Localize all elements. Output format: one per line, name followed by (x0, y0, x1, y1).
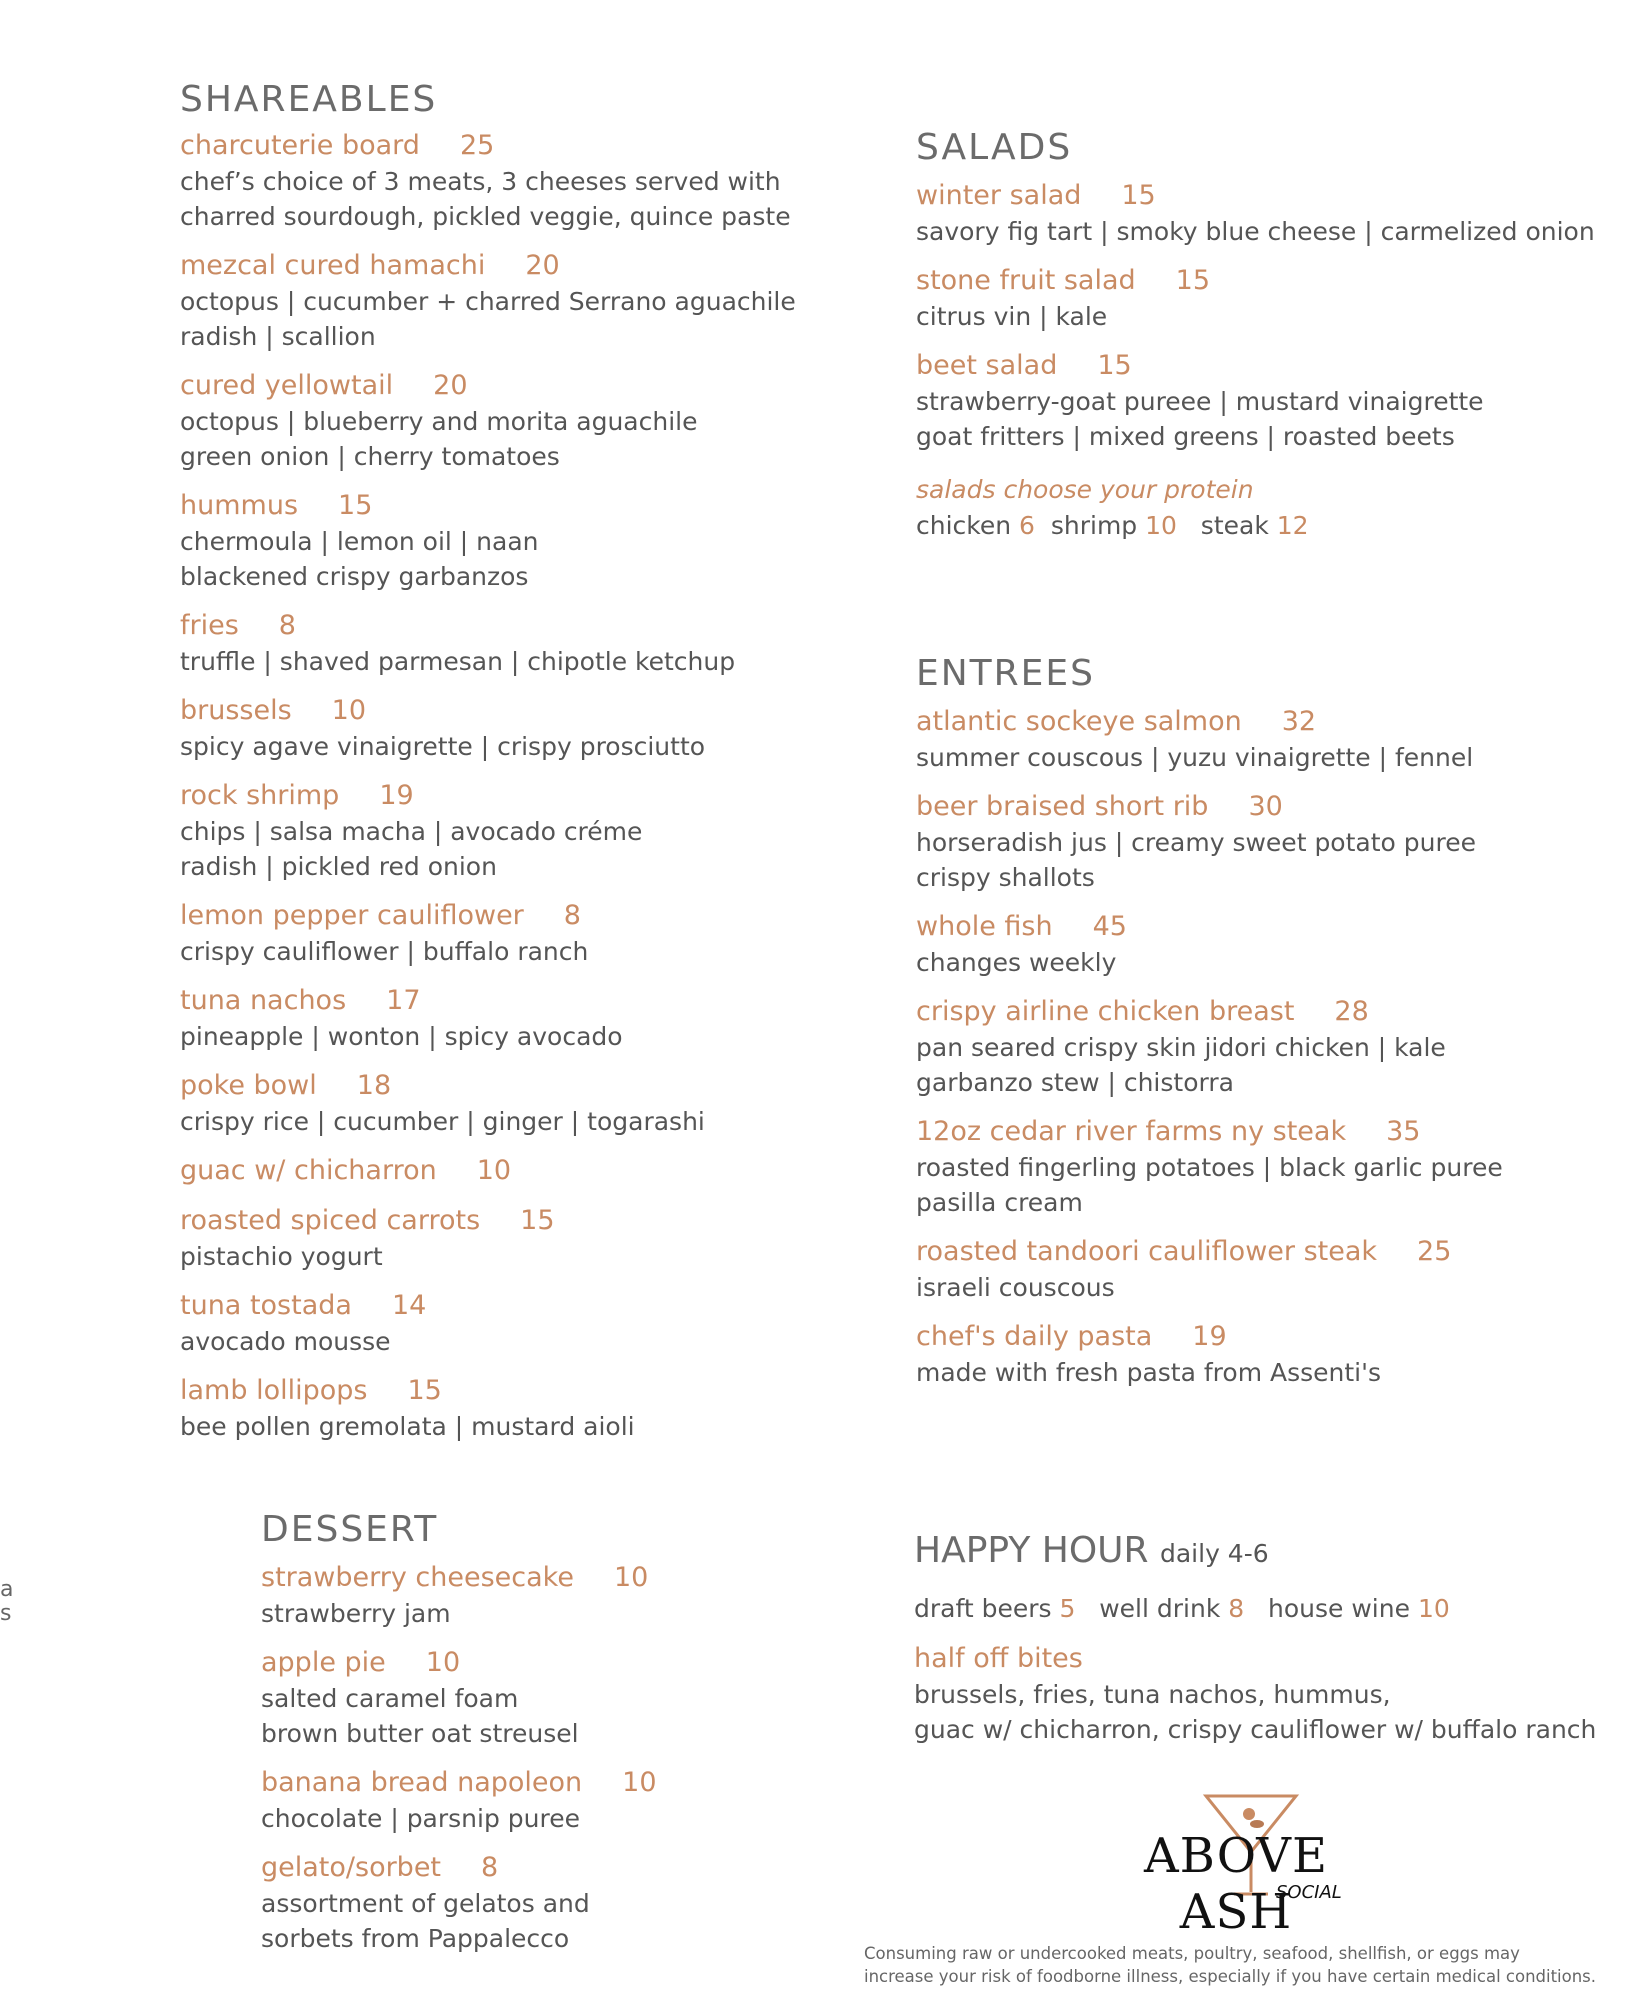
protein-price: 12 (1276, 511, 1309, 540)
menu-item-description: octopus | blueberry and morita aguachile (180, 407, 698, 436)
menu-item-header (180, 983, 880, 1019)
menu-item (180, 1373, 880, 1444)
happy-hour-section (914, 1528, 1634, 1747)
menu-item-header (180, 1288, 880, 1324)
happy-hour-heading: HAPPY HOUR (914, 1530, 1149, 1571)
menu-item (916, 1319, 1636, 1390)
half-off-bites-line: brussels, fries, tuna nachos, hummus, (914, 1680, 1391, 1709)
menu-item-name: tuna tostada (180, 1290, 352, 1321)
menu-item (916, 1234, 1636, 1305)
menu-item-price: 20 (433, 370, 468, 401)
menu-item-price: 25 (1417, 1236, 1452, 1267)
menu-item-price: 28 (1334, 996, 1369, 1027)
menu-item-name: brussels (180, 695, 292, 726)
menu-item-description: pan seared crispy skin jidori chicken | kale (916, 1033, 1446, 1062)
menu-item-name: chef's daily pasta (916, 1321, 1153, 1352)
menu-item-header (916, 789, 1636, 825)
happy-hour-drinks (914, 1591, 1634, 1627)
menu-item-name: cured yellowtail (180, 370, 394, 401)
menu-item-name: whole fish (916, 911, 1053, 942)
above-ash-logo (1086, 1790, 1386, 1940)
menu-item-name: winter salad (916, 180, 1082, 211)
menu-item-description: chef’s choice of 3 meats, 3 cheeses served with (180, 167, 781, 196)
menu-item-header (916, 909, 1636, 945)
menu-item-description: truffle | shaved parmesan | chipotle ketchup (180, 647, 736, 676)
drink-name: house wine (1268, 1594, 1410, 1623)
menu-item-description: horseradish jus | creamy sweet potato puree (916, 828, 1476, 857)
menu-item-description: assortment of gelatos and (261, 1889, 590, 1918)
menu-item (261, 1645, 861, 1751)
menu-item-price: 35 (1386, 1116, 1421, 1147)
menu-item-description: savory fig tart | smoky blue cheese | carmelized onion (916, 217, 1595, 246)
menu-item (916, 348, 1636, 454)
happy-hour-subtitle: daily 4-6 (1159, 1539, 1269, 1568)
dessert-list (261, 1560, 861, 1956)
menu-item-header (180, 1068, 880, 1104)
menu-item-description: radish | pickled red onion (180, 852, 497, 881)
happy-hour-title (914, 1528, 1634, 1577)
menu-item-price: 8 (278, 610, 296, 641)
menu-item-name: fries (180, 610, 239, 641)
menu-item-description: goat fritters | mixed greens | roasted beets (916, 422, 1455, 451)
entrees-list (916, 704, 1636, 1390)
menu-item-name: rock shrimp (180, 780, 340, 811)
menu-item-header (916, 178, 1636, 214)
menu-item-header (180, 248, 880, 284)
menu-item-header (180, 778, 880, 814)
menu-item-description: bee pollen gremolata | mustard aioli (180, 1412, 635, 1441)
menu-item (916, 789, 1636, 895)
menu-item-header (261, 1850, 861, 1886)
menu-item-name: poke bowl (180, 1070, 317, 1101)
menu-item-price: 45 (1092, 911, 1127, 942)
menu-item-header (916, 348, 1636, 384)
menu-item-price: 30 (1248, 791, 1283, 822)
menu-item-price: 8 (481, 1852, 499, 1883)
menu-item-price: 17 (386, 985, 421, 1016)
menu-item-name: hummus (180, 490, 299, 521)
menu-item-description: octopus | cucumber + charred Serrano aguachile (180, 287, 796, 316)
menu-item-description: crispy shallots (916, 863, 1095, 892)
food-safety-disclaimer (864, 1942, 1639, 1988)
menu-item-header (916, 704, 1636, 740)
menu-item-price: 25 (459, 130, 495, 161)
menu-item (180, 1288, 880, 1359)
menu-item-description: chocolate | parsnip puree (261, 1804, 580, 1833)
menu-item-name: guac w/ chicharron (180, 1155, 437, 1186)
drink-price: 5 (1059, 1594, 1076, 1623)
half-off-bites-line: guac w/ chicharron, crispy cauliflower w/ buffalo ranch (914, 1715, 1597, 1744)
menu-item-description: israeli couscous (916, 1273, 1115, 1302)
drink-name: well drink (1099, 1594, 1221, 1623)
menu-item (916, 994, 1636, 1100)
disclaimer-line: increase your risk of foodborne illness, especially if you have certain medical conditions. (864, 1967, 1597, 1986)
protein-price: 6 (1019, 511, 1035, 540)
menu-item-price: 15 (1175, 265, 1211, 296)
menu-item-header (180, 368, 880, 404)
logo-subtext: SOCIAL (1276, 1882, 1342, 1903)
drink-price: 8 (1228, 1594, 1245, 1623)
menu-item-name: lamb lollipops (180, 1375, 368, 1406)
menu-item-description: chermoula | lemon oil | naan (180, 527, 539, 556)
edge-letter: a (0, 1577, 14, 1602)
menu-item-price: 10 (613, 1562, 649, 1593)
menu-item-description: pineapple | wonton | spicy avocado (180, 1022, 623, 1051)
menu-item-name: banana bread napoleon (261, 1767, 583, 1798)
shareables-title: SHAREABLES (180, 79, 438, 120)
menu-item-header (180, 128, 880, 164)
menu-item-header (180, 608, 880, 644)
menu-item (180, 608, 880, 679)
shareables-list (180, 128, 880, 1444)
dessert-section (261, 1508, 861, 1970)
protein-name: chicken (916, 511, 1012, 540)
menu-item-description: sorbets from Pappalecco (261, 1924, 570, 1953)
menu-item-description: charred sourdough, pickled veggie, quince paste (180, 202, 791, 231)
menu-item-name: apple pie (261, 1647, 386, 1678)
menu-item-name: mezcal cured hamachi (180, 250, 486, 281)
menu-item-name: beer braised short rib (916, 791, 1209, 822)
menu-item-header (916, 1319, 1636, 1355)
menu-item-description: brown butter oat streusel (261, 1719, 579, 1748)
menu-item (916, 263, 1636, 334)
menu-item-description: strawberry-goat pureee | mustard vinaigrette (916, 387, 1484, 416)
menu-item (180, 368, 880, 474)
menu-item (180, 488, 880, 594)
menu-item (180, 128, 880, 234)
protein-options (916, 508, 1636, 544)
menu-item-price: 15 (1097, 350, 1132, 381)
menu-item-description: summer couscous | yuzu vinaigrette | fennel (916, 743, 1474, 772)
menu-item-price: 10 (425, 1647, 461, 1678)
menu-item-description: pasilla cream (916, 1188, 1083, 1217)
menu-item-name: charcuterie board (180, 130, 420, 161)
menu-item-name: 12oz cedar river farms ny steak (916, 1116, 1347, 1147)
entrees-title: ENTREES (916, 653, 1096, 694)
menu-item-price: 10 (622, 1767, 657, 1798)
menu-item-price: 14 (391, 1290, 427, 1321)
menu-item-name: atlantic sockeye salmon (916, 706, 1242, 737)
menu-item (180, 778, 880, 884)
menu-item-description: citrus vin | kale (916, 302, 1108, 331)
protein-label: salads choose your protein (916, 475, 1254, 504)
menu-item (916, 1114, 1636, 1220)
protein-name: steak (1200, 511, 1269, 540)
menu-item (180, 693, 880, 764)
menu-item-name: stone fruit salad (916, 265, 1136, 296)
menu-item (180, 248, 880, 354)
menu-item-price: 8 (563, 900, 581, 931)
menu-item-header (261, 1560, 861, 1596)
menu-item-header (180, 898, 880, 934)
menu-item-header (180, 1373, 880, 1409)
menu-item (180, 1203, 880, 1274)
menu-item-header (180, 1153, 880, 1189)
menu-item-price: 20 (525, 250, 560, 281)
salads-list (916, 178, 1636, 454)
menu-item-price: 15 (338, 490, 373, 521)
menu-item-description: roasted fingerling potatoes | black garlic puree (916, 1153, 1503, 1182)
menu-item-price: 15 (520, 1205, 555, 1236)
menu-item-price: 19 (1192, 1321, 1227, 1352)
menu-item-header (916, 263, 1636, 299)
menu-item-name: roasted spiced carrots (180, 1205, 481, 1236)
disclaimer-line: Consuming raw or undercooked meats, poultry, seafood, shellfish, or eggs may (864, 1944, 1520, 1963)
menu-item-header (916, 1234, 1636, 1270)
menu-item-name: crispy airline chicken breast (916, 996, 1295, 1027)
menu-item-price: 19 (379, 780, 414, 811)
menu-item-description: blackened crispy garbanzos (180, 562, 529, 591)
menu-item (180, 983, 880, 1054)
edge-letter: s (0, 1601, 12, 1626)
menu-item (261, 1850, 861, 1956)
menu-item-name: beet salad (916, 350, 1058, 381)
menu-item-name: lemon pepper cauliflower (180, 900, 524, 931)
protein-block (916, 472, 1636, 544)
menu-item (916, 704, 1636, 775)
menu-item (916, 909, 1636, 980)
menu-item-description: spicy agave vinaigrette | crispy prosciutto (180, 732, 706, 761)
menu-item-price: 18 (356, 1070, 392, 1101)
drink-price: 10 (1417, 1594, 1450, 1623)
menu-item-description: strawberry jam (261, 1599, 451, 1628)
entrees-section (916, 652, 1636, 1404)
menu-item-name: tuna nachos (180, 985, 347, 1016)
menu-item (916, 178, 1636, 249)
menu-item-description: crispy rice | cucumber | ginger | togarashi (180, 1107, 705, 1136)
menu-item-name: gelato/sorbet (261, 1852, 442, 1883)
menu-item-price: 15 (1121, 180, 1156, 211)
menu-item-price: 15 (407, 1375, 442, 1406)
menu-item-price: 10 (476, 1155, 512, 1186)
menu-item-description: crispy cauliflower | buffalo ranch (180, 937, 589, 966)
menu-item-description: avocado mousse (180, 1327, 391, 1356)
menu-item-description: made with fresh pasta from Assenti's (916, 1358, 1382, 1387)
drink-name: draft beers (914, 1594, 1052, 1623)
menu-item-name: roasted tandoori cauliflower steak (916, 1236, 1378, 1267)
menu-item-price: 10 (331, 695, 367, 726)
menu-item (180, 898, 880, 969)
dessert-title: DESSERT (261, 1509, 439, 1550)
menu-item-description: radish | scallion (180, 322, 376, 351)
protein-price: 10 (1145, 511, 1177, 540)
menu-item-header (916, 994, 1636, 1030)
salads-title: SALADS (916, 127, 1073, 168)
menu-item-description: pistachio yogurt (180, 1242, 383, 1271)
menu-item (180, 1153, 880, 1189)
menu-item (180, 1068, 880, 1139)
logo-wordmark: ABOVE ASH (1143, 1828, 1329, 1940)
menu-item-price: 32 (1281, 706, 1317, 737)
menu-item-header (261, 1765, 861, 1801)
menu-item-header (261, 1645, 861, 1681)
menu-item-header (916, 1114, 1636, 1150)
menu-item-header (180, 488, 880, 524)
menu-item-description: garbanzo stew | chistorra (916, 1068, 1234, 1097)
menu-item (261, 1765, 861, 1836)
menu-item (261, 1560, 861, 1631)
menu-item-description: changes weekly (916, 948, 1117, 977)
menu-item-description: chips | salsa macha | avocado créme (180, 817, 643, 846)
menu-item-header (180, 693, 880, 729)
salads-section (916, 126, 1636, 544)
menu-item-description: salted caramel foam (261, 1684, 519, 1713)
menu-item-name: strawberry cheesecake (261, 1562, 574, 1593)
menu-item-header (180, 1203, 880, 1239)
protein-name: shrimp (1050, 511, 1138, 540)
menu-item-description: green onion | cherry tomatoes (180, 442, 560, 471)
half-off-bites-label: half off bites (914, 1643, 1083, 1674)
shareables-section (180, 78, 880, 1458)
